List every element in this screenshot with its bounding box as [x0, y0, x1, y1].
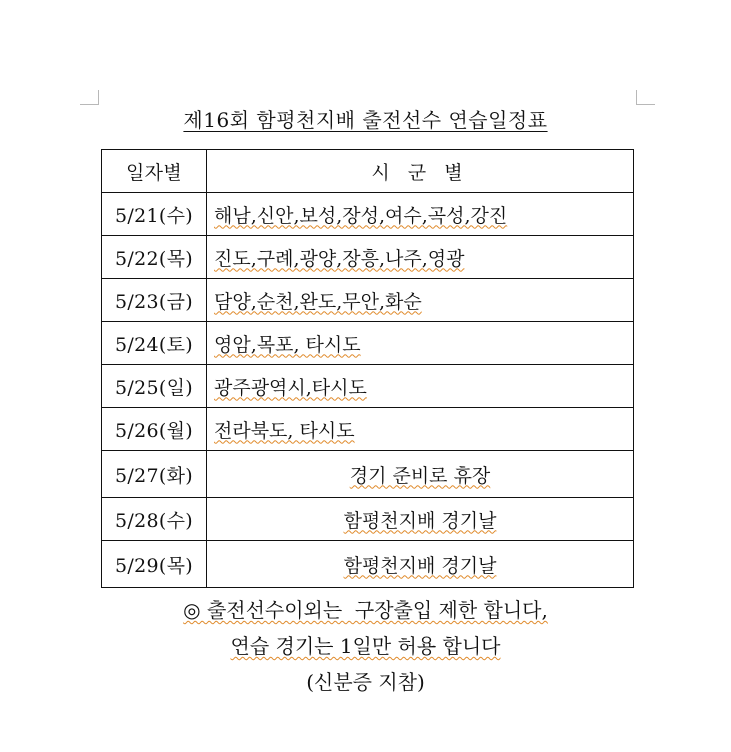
row-region: [207, 541, 634, 588]
table-row: [102, 279, 634, 322]
row-region: [207, 279, 634, 322]
row-region: [207, 365, 634, 408]
row-region-text: 함평천지배 경기날: [343, 554, 497, 577]
notice-line-2: [0, 630, 731, 659]
document-title: [0, 104, 731, 133]
row-region-text: 해남,신안,보성,장성,여수,곡성,강진: [214, 204, 508, 227]
row-date: 5/24(토): [102, 322, 207, 365]
row-region-text: 경기 준비로 휴장: [349, 464, 491, 487]
notice-line-3-text: (신분증 지참): [306, 670, 425, 694]
row-region-text: 광주광역시,타시도: [214, 376, 367, 399]
row-date: 5/28(수): [102, 498, 207, 541]
schedule-table: [101, 149, 634, 588]
table-row: [102, 365, 634, 408]
row-region-text: 영암,목포, 타시도: [214, 333, 361, 356]
row-region-text: 함평천지배 경기날: [343, 509, 497, 532]
table-row: [102, 541, 634, 588]
row-region: [207, 322, 634, 365]
header-region: 시 군 별: [207, 150, 634, 193]
document-title-text: 제16회 함평천지배 출전선수 연습일정표: [183, 108, 548, 132]
row-region: [207, 236, 634, 279]
page-corner-mark-left: [80, 90, 99, 105]
row-date: 5/21(수): [102, 193, 207, 236]
page-corner-mark-right: [636, 90, 655, 105]
row-region: [207, 193, 634, 236]
row-date: 5/23(금): [102, 279, 207, 322]
notice-line-2-text: 연습 경기는 1일만 허용 합니다: [230, 634, 501, 658]
row-region-text: 전라북도, 타시도: [214, 419, 355, 442]
header-date: 일자별: [102, 150, 207, 193]
row-date: 5/29(목): [102, 541, 207, 588]
row-date: 5/26(월): [102, 408, 207, 451]
row-date: 5/22(목): [102, 236, 207, 279]
row-region: [207, 451, 634, 498]
notice-line-1: [0, 594, 731, 623]
row-region-text: 담양,순천,완도,무안,화순: [214, 290, 422, 313]
table-header-row: [102, 150, 634, 193]
table-row: [102, 236, 634, 279]
table-row: [102, 193, 634, 236]
table-row: [102, 322, 634, 365]
table-row: [102, 451, 634, 498]
row-date: 5/25(일): [102, 365, 207, 408]
row-region: [207, 408, 634, 451]
table-row: [102, 498, 634, 541]
row-region: [207, 498, 634, 541]
row-date: 5/27(화): [102, 451, 207, 498]
table-row: [102, 408, 634, 451]
row-region-text: 진도,구례,광양,장흥,나주,영광: [214, 247, 465, 270]
notice-line-1-text: ◎ 출전선수이외는 구장출입 제한 합니다,: [183, 598, 548, 622]
notice-line-3: [0, 666, 731, 695]
